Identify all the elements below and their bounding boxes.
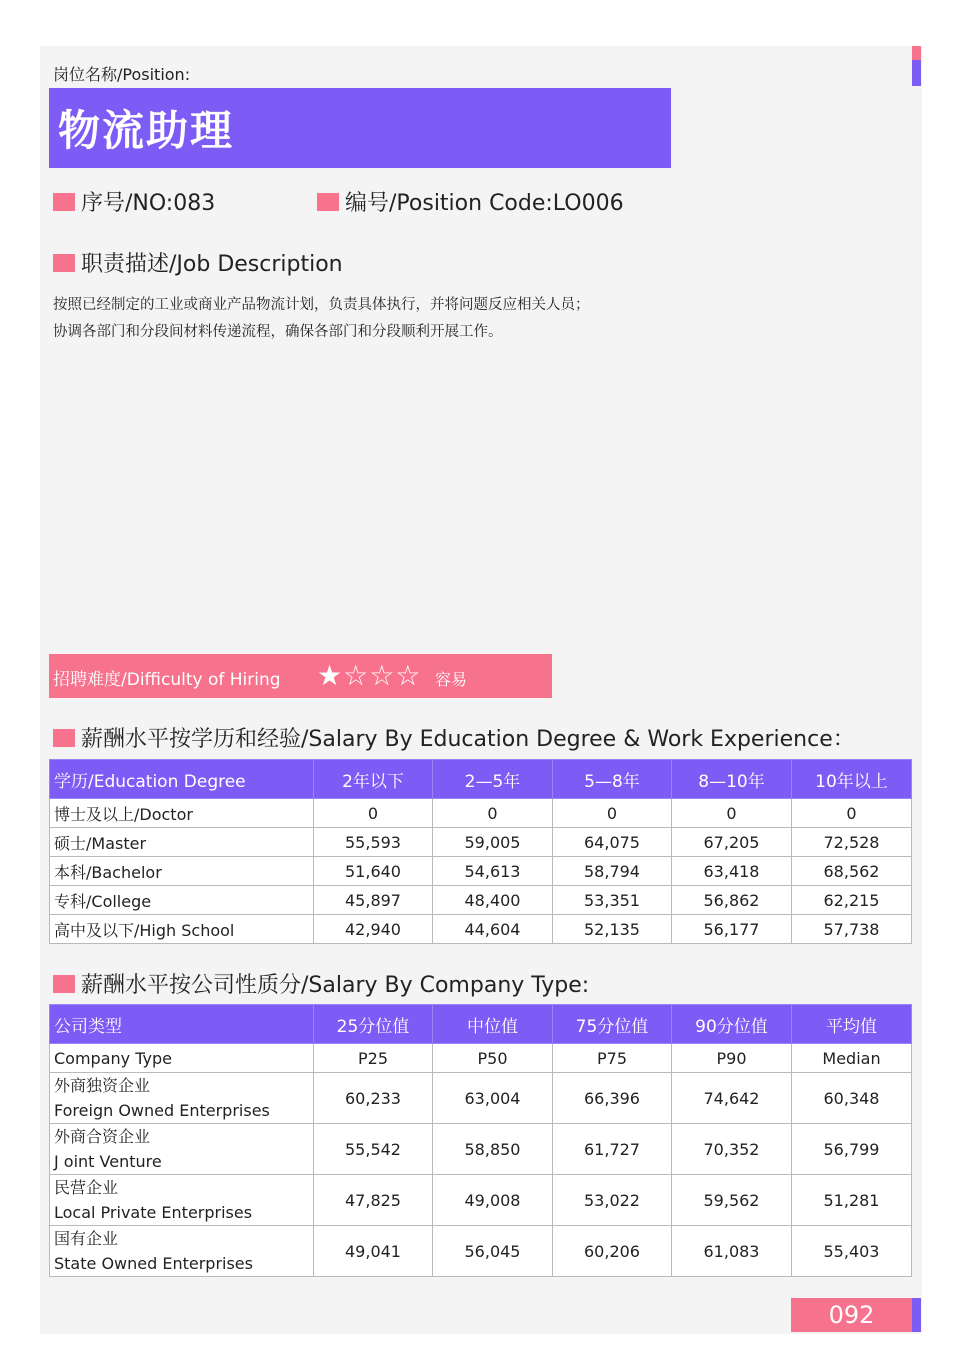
position-label: 岗位名称/Position: [53, 65, 191, 84]
row-label-en: J oint Venture [54, 1152, 162, 1171]
table-cell: 74,642 [672, 1073, 792, 1124]
table-cell: 42,940 [314, 915, 433, 944]
subheader-cell: P50 [433, 1044, 553, 1073]
column-header: 90分位值 [672, 1005, 792, 1044]
subheader-cell: P90 [672, 1044, 792, 1073]
table-row [50, 799, 912, 828]
table-cell: 53,022 [553, 1175, 672, 1226]
table-cell: 68,562 [792, 857, 912, 886]
table-row [50, 828, 912, 857]
table-cell: 52,135 [553, 915, 672, 944]
table-cell: 62,215 [792, 886, 912, 915]
subheader-cell: P75 [553, 1044, 672, 1073]
row-label [50, 1124, 314, 1175]
table-cell: 47,825 [314, 1175, 433, 1226]
job-description-heading [53, 247, 343, 278]
corner-accent-purple [912, 60, 921, 86]
table-cell: 53,351 [553, 886, 672, 915]
column-header: 75分位值 [553, 1005, 672, 1044]
table-cell: 48,400 [433, 886, 553, 915]
position-code [317, 186, 624, 217]
table-cell: 61,727 [553, 1124, 672, 1175]
row-label: 专科/College [50, 886, 314, 915]
row-label: 本科/Bachelor [50, 857, 314, 886]
table-cell: 64,075 [553, 828, 672, 857]
page-number: 092 [828, 1301, 875, 1329]
row-label: 博士及以上/Doctor [50, 799, 314, 828]
column-header: 平均值 [792, 1005, 912, 1044]
bullet-square-icon [53, 254, 75, 272]
table-row [50, 915, 912, 944]
table-cell: 59,562 [672, 1175, 792, 1226]
row-label-cn: 国有企业 [54, 1229, 119, 1248]
company-salary-heading-text: 薪酬水平按公司性质分/Salary By Company Type: [81, 973, 590, 998]
table-cell: 56,862 [672, 886, 792, 915]
table-cell: 44,604 [433, 915, 553, 944]
table-cell: 0 [792, 799, 912, 828]
table-cell: 57,738 [792, 915, 912, 944]
table-cell: 72,528 [792, 828, 912, 857]
hiring-difficulty-bar [49, 654, 552, 698]
table-row [50, 886, 912, 915]
subheader-cell: Median [792, 1044, 912, 1073]
table-cell: 70,352 [672, 1124, 792, 1175]
row-label [50, 1073, 314, 1124]
bullet-square-icon [53, 975, 75, 993]
page-number-accent [912, 1298, 921, 1332]
table-cell: 67,205 [672, 828, 792, 857]
table-cell: 49,041 [314, 1226, 433, 1277]
table-cell: 63,418 [672, 857, 792, 886]
table-cell: 51,640 [314, 857, 433, 886]
table-cell: 55,593 [314, 828, 433, 857]
table-cell: 56,799 [792, 1124, 912, 1175]
table-row [50, 1124, 912, 1175]
row-label-en: Foreign Owned Enterprises [54, 1101, 270, 1120]
education-salary-table [49, 759, 912, 944]
row-label-cn: 民营企业 [54, 1178, 119, 1197]
company-salary-table [49, 1004, 912, 1277]
column-header: 5—8年 [553, 760, 672, 799]
education-salary-heading [53, 722, 855, 753]
subheader-cell: P25 [314, 1044, 433, 1073]
table-cell: 0 [314, 799, 433, 828]
table-row [50, 1175, 912, 1226]
column-header: 中位值 [433, 1005, 553, 1044]
job-description-heading-text: 职责描述/Job Description [81, 252, 343, 277]
bullet-square-icon [317, 193, 339, 211]
row-label-cn: 外商独资企业 [54, 1076, 151, 1095]
table-row [50, 1073, 912, 1124]
table-cell: 0 [433, 799, 553, 828]
table-cell: 55,542 [314, 1124, 433, 1175]
table-cell: 66,396 [553, 1073, 672, 1124]
table-header-row [50, 760, 912, 799]
table-subheader-row [50, 1044, 912, 1073]
position-code-text: 编号/Position Code:LO006 [345, 191, 624, 216]
table-cell: 60,348 [792, 1073, 912, 1124]
table-cell: 49,008 [433, 1175, 553, 1226]
column-header: 2年以下 [314, 760, 433, 799]
column-header: 学历/Education Degree [50, 760, 314, 799]
table-row [50, 857, 912, 886]
table-cell: 54,613 [433, 857, 553, 886]
row-label: 硕士/Master [50, 828, 314, 857]
table-cell: 58,850 [433, 1124, 553, 1175]
table-cell: 61,083 [672, 1226, 792, 1277]
table-cell: 60,233 [314, 1073, 433, 1124]
table-row [50, 1226, 912, 1277]
job-description-line: 协调各部门和分段间材料传递流程，确保各部门和分段顺利开展工作。 [53, 324, 503, 340]
position-number [53, 186, 215, 217]
job-description-text [53, 292, 590, 346]
hiring-difficulty-text: 容易 [435, 670, 468, 689]
hiring-difficulty-label: 招聘难度/Difficulty of Hiring [53, 670, 281, 690]
column-header: 8—10年 [672, 760, 792, 799]
company-salary-heading [53, 968, 589, 999]
corner-accent-pink [912, 46, 921, 60]
position-title: 物流助理 [58, 106, 235, 155]
table-cell: 45,897 [314, 886, 433, 915]
position-number-text: 序号/NO:083 [81, 191, 216, 216]
bullet-square-icon [53, 193, 75, 211]
table-cell: 55,403 [792, 1226, 912, 1277]
row-label-en: State Owned Enterprises [54, 1254, 253, 1273]
column-header: 公司类型 [50, 1005, 314, 1044]
table-cell: 60,206 [553, 1226, 672, 1277]
bullet-square-icon [53, 729, 75, 747]
column-header: 10年以上 [792, 760, 912, 799]
row-label [50, 1175, 314, 1226]
row-label-en: Local Private Enterprises [54, 1203, 253, 1222]
table-cell: 58,794 [553, 857, 672, 886]
table-cell: 51,281 [792, 1175, 912, 1226]
table-cell: 63,004 [433, 1073, 553, 1124]
table-cell: 59,005 [433, 828, 553, 857]
subheader-cell: Company Type [50, 1044, 314, 1073]
table-cell: 56,045 [433, 1226, 553, 1277]
table-header-row [50, 1005, 912, 1044]
row-label [50, 1226, 314, 1277]
table-cell: 56,177 [672, 915, 792, 944]
row-label: 高中及以下/High School [50, 915, 314, 944]
job-description-line: 按照已经制定的工业或商业产品物流计划，负责具体执行，并将问题反应相关人员； [53, 297, 590, 313]
column-header: 2—5年 [433, 760, 553, 799]
table-cell: 0 [672, 799, 792, 828]
star-rating-icon: ★☆☆☆ [317, 659, 422, 692]
table-cell: 0 [553, 799, 672, 828]
column-header: 25分位值 [314, 1005, 433, 1044]
row-label-cn: 外商合资企业 [54, 1127, 151, 1146]
education-salary-heading-text: 薪酬水平按学历和经验/Salary By Education Degree & Work Experience： [81, 727, 855, 752]
